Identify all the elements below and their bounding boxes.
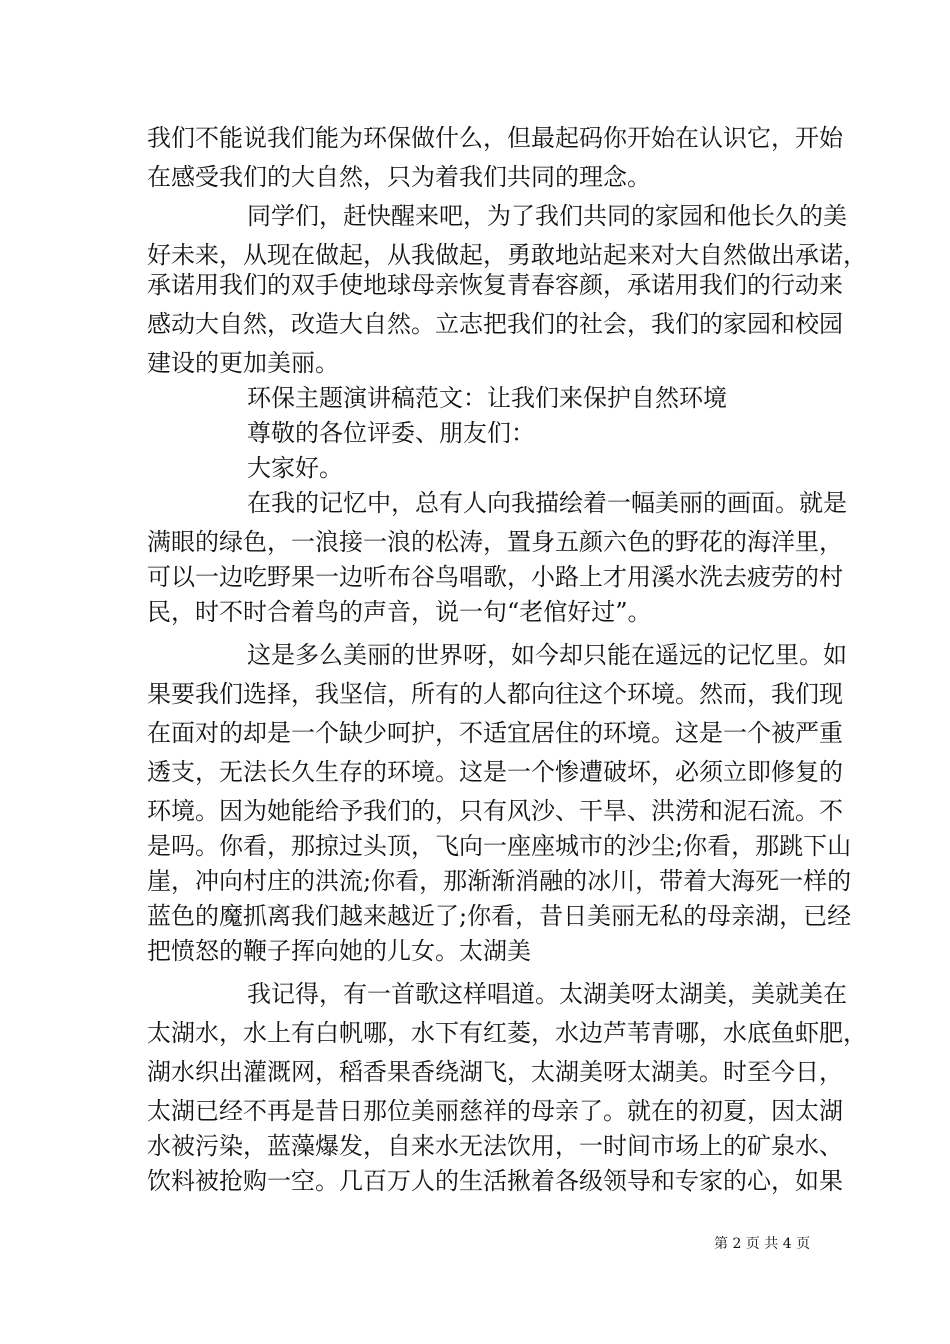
paragraph-start-line: 我记得，有一首歌这样唱道。太湖美呀太湖美，美就美在 [247, 980, 847, 1008]
text-line: 承诺用我们的双手使地球母亲恢复青春容颜，承诺用我们的行动来 [147, 271, 843, 299]
text-line: 建设的更加美丽。 [147, 349, 339, 377]
greeting: 大家好。 [247, 454, 343, 482]
text-line: 满眼的绿色，一浪接一浪的松涛，置身五颜六色的野花的海洋里， [147, 528, 843, 556]
text-line: 是吗。你看，那掠过头顶，飞向一座座城市的沙尘;你看，那跳下山 [147, 832, 852, 860]
text-line: 水被污染，蓝藻爆发，自来水无法饮用，一时间市场上的矿泉水、 [147, 1132, 843, 1160]
paragraph-start-line: 同学们，赶快醒来吧，为了我们共同的家园和他长久的美 [247, 202, 847, 230]
salutation: 尊敬的各位评委、朋友们： [247, 419, 535, 447]
paragraph-start-line: 这是多么美丽的世界呀，如今却只能在遥远的记忆里。如 [247, 641, 847, 669]
text-line: 崖，冲向村庄的洪流;你看，那渐渐消融的冰川，带着大海死一样的 [147, 867, 852, 895]
page-number: 第 2 页 共 4 页 [714, 1236, 811, 1252]
text-line: 太湖水，水上有白帆哪，水下有红菱，水边芦苇青哪，水底鱼虾肥， [147, 1019, 867, 1047]
text-line: 在面对的却是一个缺少呵护，不适宜居住的环境。这是一个被严重 [147, 719, 843, 747]
text-line: 湖水织出灌溉网，稻香果香绕湖飞，太湖美呀太湖美。时至今日， [147, 1058, 843, 1086]
text-line: 蓝色的魔抓离我们越来越近了;你看，昔日美丽无私的母亲湖，已经 [147, 902, 852, 930]
text-line: 好未来，从现在做起，从我做起，勇敢地站起来对大自然做出承诺， [147, 241, 867, 269]
text-line: 我们不能说我们能为环保做什么，但最起码你开始在认识它，开始 [147, 124, 843, 152]
text-line: 可以一边吃野果一边听布谷鸟唱歌，小路上才用溪水洗去疲劳的村 [147, 563, 843, 591]
text-line: 感动大自然，改造大自然。立志把我们的社会，我们的家园和校园 [147, 310, 843, 338]
paragraph-start-line: 在我的记忆中，总有人向我描绘着一幅美丽的画面。就是 [247, 489, 847, 517]
text-line: 果要我们选择，我坚信，所有的人都向往这个环境。然而，我们现 [147, 680, 843, 708]
text-line: 饮料被抢购一空。几百万人的生活揪着各级领导和专家的心，如果 [147, 1167, 843, 1195]
text-line: 在感受我们的大自然，只为着我们共同的理念。 [147, 163, 651, 191]
text-line: 太湖已经不再是昔日那位美丽慈祥的母亲了。就在的初夏，因太湖 [147, 1097, 843, 1125]
text-line: 民，时不时合着鸟的声音，说一句“老倌好过”。 [147, 598, 652, 626]
text-line: 透支，无法长久生存的环境。这是一个惨遭破坏，必须立即修复的 [147, 758, 843, 786]
text-line: 环境。因为她能给予我们的，只有风沙、干旱、洪涝和泥石流。不 [147, 797, 843, 825]
article-title: 环保主题演讲稿范文：让我们来保护自然环境 [247, 384, 727, 412]
text-line: 把愤怒的鞭子挥向她的儿女。太湖美 [147, 937, 531, 965]
